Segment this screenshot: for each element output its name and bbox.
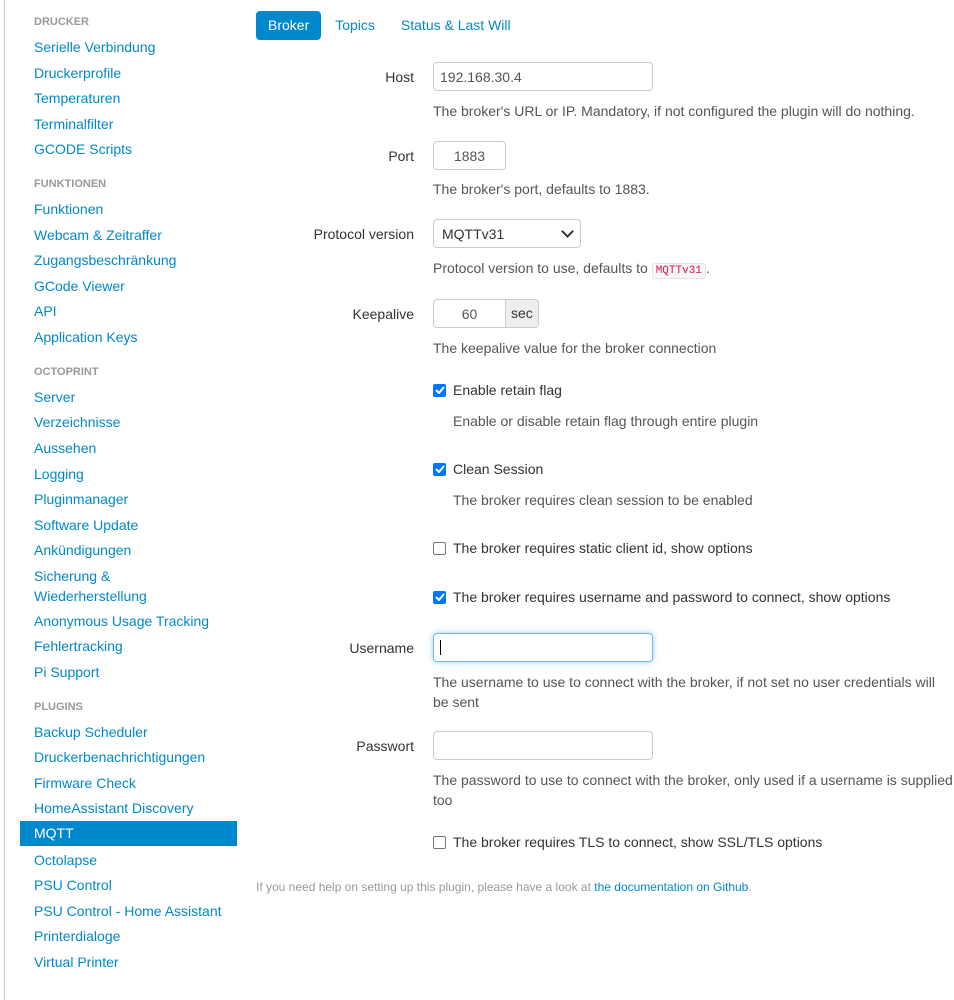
sidebar-item-sicherung[interactable] bbox=[20, 566, 161, 606]
sidebar-item-pluginmanager[interactable]: Pluginmanager bbox=[34, 491, 129, 507]
nav-header-plugins: PLUGINS bbox=[34, 701, 83, 713]
sidebar-item-verzeichnisse[interactable]: Verzeichnisse bbox=[34, 414, 121, 430]
sidebar-item-webcam[interactable]: Webcam & Zeitraffer bbox=[34, 227, 162, 243]
nav-header-drucker: DRUCKER bbox=[34, 16, 89, 28]
port-input[interactable] bbox=[433, 141, 506, 170]
sidebar-item-psu-control-home-assistant[interactable]: PSU Control - Home Assistant bbox=[34, 903, 222, 919]
sidebar-item-api[interactable]: API bbox=[34, 303, 57, 319]
footer-suffix: . bbox=[748, 880, 752, 894]
nav-header-funktionen: FUNKTIONEN bbox=[34, 178, 107, 190]
protocol-help bbox=[433, 258, 710, 281]
tab-broker[interactable]: Broker bbox=[256, 11, 321, 40]
protocol-help-suffix: . bbox=[705, 260, 710, 276]
sidebar-item-pi-support[interactable]: Pi Support bbox=[34, 664, 100, 680]
sidebar-item-druckerbenachrichtigungen[interactable]: Druckerbenachrichtigungen bbox=[34, 749, 206, 765]
protocol-default-code: MQTTv31 bbox=[652, 263, 706, 279]
retain-help: Enable or disable retain flag through entire plugin bbox=[453, 413, 759, 429]
sidebar-item-octolapse[interactable]: Octolapse bbox=[34, 852, 98, 868]
sidebar-item-software-update[interactable]: Software Update bbox=[34, 517, 139, 533]
checkbox-checked-icon[interactable] bbox=[433, 591, 446, 604]
sidebar-item-printerdialoge[interactable]: Printerdialoge bbox=[34, 928, 121, 944]
credentials-label: The broker requires username and password to connect, show options bbox=[453, 589, 891, 605]
nav-header-octoprint: OCTOPRINT bbox=[34, 366, 99, 378]
documentation-link[interactable]: the documentation on Github bbox=[594, 880, 749, 894]
sidebar-item-anonymous-usage-tracking[interactable]: Anonymous Usage Tracking bbox=[34, 613, 210, 629]
password-help: The password to use to connect with the broker, only used if a username is supplied too bbox=[433, 772, 953, 808]
sidebar-item-fehlertracking[interactable]: Fehlertracking bbox=[34, 638, 123, 654]
help-footer bbox=[256, 880, 752, 894]
username-label: Username bbox=[349, 640, 414, 656]
sidebar-item-mqtt[interactable]: MQTT bbox=[20, 821, 237, 846]
sidebar-item-virtual-printer[interactable]: Virtual Printer bbox=[34, 954, 119, 970]
retain-label: Enable retain flag bbox=[453, 382, 562, 398]
retain-checkbox[interactable] bbox=[433, 382, 562, 398]
host-label: Host bbox=[385, 69, 414, 85]
password-input[interactable] bbox=[433, 731, 653, 760]
footer-text: If you need help on setting up this plugin, please have a look at bbox=[256, 880, 595, 894]
sidebar-item-sicherung-line1[interactable]: Sicherung & bbox=[34, 568, 111, 584]
checkbox-unchecked-icon[interactable] bbox=[433, 542, 446, 555]
sidebar-item-gcode-scripts[interactable]: GCODE Scripts bbox=[34, 141, 133, 157]
sidebar-item-sicherung-line2[interactable]: Wiederherstellung bbox=[34, 588, 147, 604]
sidebar-item-application-keys[interactable]: Application Keys bbox=[34, 329, 138, 345]
protocol-label: Protocol version bbox=[313, 226, 414, 242]
checkbox-checked-icon[interactable] bbox=[433, 463, 446, 476]
tab-topics[interactable]: Topics bbox=[335, 17, 375, 33]
username-help: The username to use to connect with the broker, if not set no user credentials will be sent bbox=[433, 674, 935, 710]
credentials-checkbox[interactable] bbox=[433, 589, 890, 605]
port-label: Port bbox=[388, 148, 414, 164]
checkbox-unchecked-icon[interactable] bbox=[433, 836, 446, 849]
text-cursor bbox=[440, 640, 441, 655]
sidebar-item-ankuendigungen[interactable]: Ankündigungen bbox=[34, 542, 132, 558]
port-help: The broker's port, defaults to 1883. bbox=[433, 181, 650, 197]
clean-session-label: Clean Session bbox=[453, 461, 544, 477]
username-input[interactable] bbox=[433, 633, 653, 662]
sidebar-item-gcode-viewer[interactable]: GCode Viewer bbox=[34, 278, 125, 294]
sidebar-item-psu-control[interactable]: PSU Control bbox=[34, 877, 112, 893]
tls-checkbox[interactable] bbox=[433, 834, 822, 850]
keepalive-label: Keepalive bbox=[352, 306, 414, 322]
clean-session-checkbox[interactable] bbox=[433, 461, 543, 477]
sidebar-item-terminalfilter[interactable]: Terminalfilter bbox=[34, 116, 114, 132]
protocol-select[interactable] bbox=[433, 219, 581, 248]
static-client-id-checkbox[interactable] bbox=[433, 540, 753, 556]
sidebar-item-druckerprofile[interactable]: Druckerprofile bbox=[34, 65, 122, 81]
host-help: The broker's URL or IP. Mandatory, if not configured the plugin will do nothing. bbox=[433, 103, 915, 119]
tab-status-last-will[interactable]: Status & Last Will bbox=[400, 17, 511, 33]
settings-tabs bbox=[256, 11, 525, 40]
protocol-select-value: MQTTv31 bbox=[442, 225, 505, 242]
keepalive-help: The keepalive value for the broker connection bbox=[433, 340, 717, 356]
sidebar-item-homeassistant-discovery[interactable]: HomeAssistant Discovery bbox=[34, 800, 194, 816]
sidebar-item-serielle-verbindung[interactable]: Serielle Verbindung bbox=[34, 39, 156, 55]
password-label: Passwort bbox=[356, 738, 414, 754]
sidebar-item-temperaturen[interactable]: Temperaturen bbox=[34, 90, 121, 106]
checkbox-checked-icon[interactable] bbox=[433, 384, 446, 397]
protocol-help-text: Protocol version to use, defaults to bbox=[433, 260, 652, 276]
sidebar-item-funktionen[interactable]: Funktionen bbox=[34, 201, 104, 217]
keepalive-unit: sec bbox=[506, 299, 539, 328]
keepalive-group bbox=[433, 299, 539, 328]
keepalive-input[interactable] bbox=[433, 299, 506, 328]
host-input[interactable] bbox=[433, 62, 653, 91]
chevron-down-icon bbox=[561, 225, 574, 238]
sidebar-item-server[interactable]: Server bbox=[34, 389, 76, 405]
sidebar-border bbox=[4, 0, 5, 1000]
tls-label: The broker requires TLS to connect, show SSL/TLS options bbox=[453, 834, 823, 850]
sidebar-item-firmware-check[interactable]: Firmware Check bbox=[34, 775, 136, 791]
sidebar-item-backup-scheduler[interactable]: Backup Scheduler bbox=[34, 724, 148, 740]
clean-session-help: The broker requires clean session to be enabled bbox=[453, 492, 753, 508]
sidebar-item-logging[interactable]: Logging bbox=[34, 466, 84, 482]
sidebar-item-zugangsbeschraenkung[interactable]: Zugangsbeschränkung bbox=[34, 252, 177, 268]
static-client-id-label: The broker requires static client id, show options bbox=[453, 540, 753, 556]
sidebar-item-aussehen[interactable]: Aussehen bbox=[34, 440, 97, 456]
